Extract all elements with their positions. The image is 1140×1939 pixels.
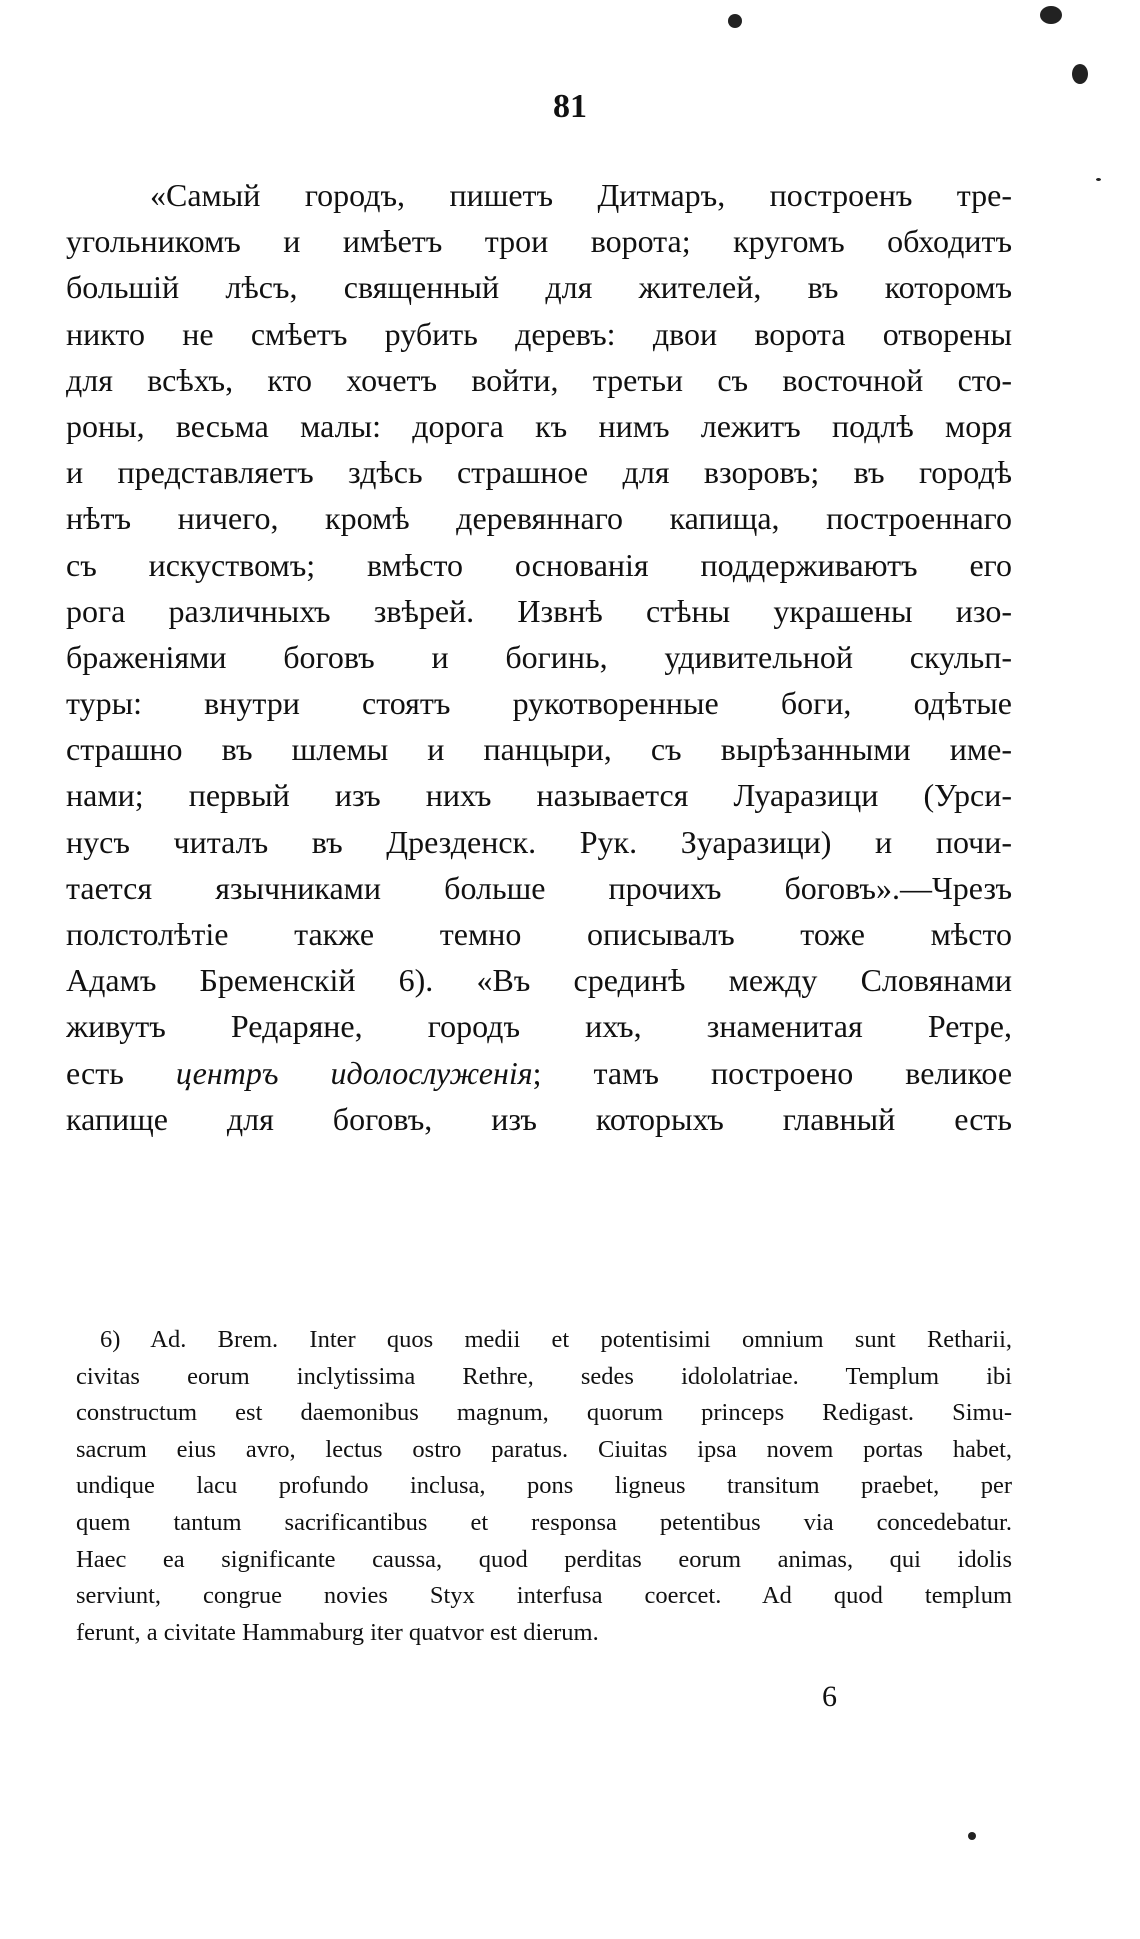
- footnote-line: ferunt, a civitate Hammaburg iter quatvor est dierum.: [76, 1618, 599, 1646]
- text-line: туры: внутри стоятъ рукотворенные боги, одѣтые: [66, 685, 1012, 722]
- text-segment: ; тамъ построено великое: [532, 1054, 1012, 1091]
- text-line: нусъ читалъ въ Дрезденск. Рук. Зуаразици) и почи-: [66, 823, 1012, 860]
- text-line: браженіями боговъ и богинь, удивительной скульп-: [66, 638, 1012, 675]
- text-line: и представляетъ здѣсь страшное для взоровъ; въ городѣ: [66, 454, 1012, 491]
- footnote-line: sacrum eius avro, lectus ostro paratus. Ciuitas ipsa novem portas habet,: [76, 1435, 1012, 1463]
- footnote-line: undique lacu profundo inclusa, pons ligneus transitum praebet, per: [76, 1472, 1012, 1500]
- text-line: Адамъ Бременскій 6). «Въ срединѣ между Словянами: [66, 962, 1012, 999]
- text-line: съ искуствомъ; вмѣсто основанія поддерживаютъ его: [66, 546, 1012, 583]
- footnote: [76, 1322, 1012, 1651]
- signature-mark: 6: [822, 1680, 837, 1713]
- text-line: роны, весьма малы: дорога къ нимъ лежитъ подлѣ моря: [66, 407, 1012, 444]
- text-line: большій лѣсъ, священный для жителей, въ которомъ: [66, 269, 1012, 306]
- text-line: «Самый городъ, пишетъ Дитмаръ, построенъ тре-: [150, 177, 1012, 213]
- text-line-with-italic: [66, 1050, 1012, 1096]
- footnote-line: Haec ea significante caussa, quod perditas eorum animas, qui idolis: [76, 1545, 1012, 1573]
- ink-speck: [1072, 64, 1088, 84]
- text-line: нами; первый изъ нихъ называется Луаразици (Урси-: [66, 777, 1012, 814]
- text-line: никто не смѣетъ рубить деревъ: двои ворота отворены: [66, 315, 1012, 352]
- footnote-line: 6) Ad. Brem. Inter quos medii et potentisimi omnium sunt Retharii,: [100, 1326, 1012, 1353]
- text-line: живутъ Редаряне, городъ ихъ, знаменитая Ретре,: [66, 1008, 1012, 1045]
- italic-phrase: центръ идолослуженія: [175, 1054, 533, 1091]
- ink-speck: [1040, 6, 1062, 24]
- text-line: нѣтъ ничего, кромѣ деревяннаго капища, построеннаго: [66, 500, 1012, 537]
- text-segment: есть: [66, 1054, 176, 1091]
- ink-speck: [968, 1832, 976, 1840]
- footnote-line: quem tantum sacrificantibus et responsa petentibus via concedebatur.: [76, 1508, 1012, 1536]
- ink-speck: [728, 14, 742, 28]
- main-text: [66, 172, 1012, 1142]
- ink-speck: [1096, 178, 1101, 181]
- footnote-line: serviunt, congrue novies Styx interfusa coercet. Ad quod templum: [76, 1582, 1012, 1610]
- footnote-line: civitas eorum inclytissima Rethre, sedes idololatriae. Templum ibi: [76, 1362, 1012, 1390]
- text-line: рога различныхъ звѣрей. Извнѣ стѣны украшены изо-: [66, 592, 1012, 629]
- text-line: тается язычниками больше прочихъ боговъ».—Чрезъ: [66, 869, 1012, 906]
- text-line: угольникомъ и имѣетъ трои ворота; кругомъ обходитъ: [66, 223, 1012, 260]
- page-number: 81: [553, 88, 587, 125]
- text-line: для всѣхъ, кто хочетъ войти, третьи съ восточной сто-: [66, 361, 1012, 398]
- footnote-line: constructum est daemonibus magnum, quorum princeps Redigast. Simu-: [76, 1399, 1012, 1427]
- text-line: полстолѣтіе также темно описывалъ тоже мѣсто: [66, 916, 1012, 952]
- text-line: страшно въ шлемы и панцыри, съ вырѣзанными име-: [66, 731, 1012, 768]
- text-line: капище для боговъ, изъ которыхъ главный есть: [66, 1100, 1012, 1137]
